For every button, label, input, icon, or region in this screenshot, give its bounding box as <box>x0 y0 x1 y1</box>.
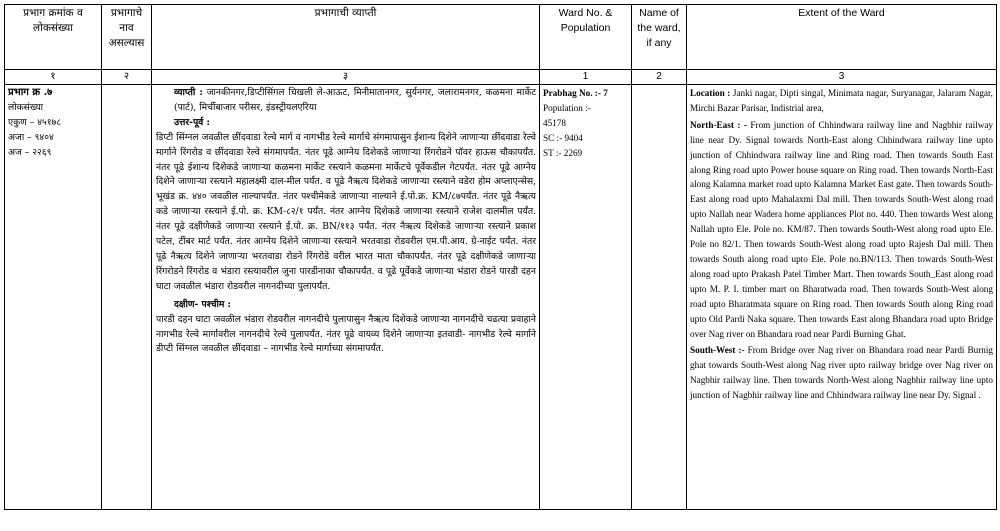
location-paragraph-en <box>690 86 993 116</box>
location-text-mr: जानकीनगर,डिप्टीसिंगल चिखली ले-आऊट, मिनीमातानगर, सुर्यनगर, जलारामनगर, कळमना मार्केट (पार्ट), मिर्चीबाजार परीसर, इंडस्ट्रीयलएरिया <box>174 87 537 113</box>
ward-name-en <box>632 85 687 510</box>
column-number: 2 <box>632 70 687 85</box>
header-ward-extent-mr: प्रभागाची व्याप्ती <box>152 5 540 70</box>
ward-extent-mr <box>152 85 540 510</box>
column-number: 1 <box>540 70 632 85</box>
column-number: 3 <box>687 70 997 85</box>
ward-row <box>5 85 997 510</box>
column-number: ३ <box>152 70 540 85</box>
header-ward-name-en: Name of the ward, if any <box>632 5 687 70</box>
south-west-paragraph-en <box>690 343 993 403</box>
location-paragraph-mr <box>174 86 536 116</box>
ward-number-population-mr <box>5 85 102 510</box>
column-number: २ <box>102 70 152 85</box>
population-sc-en: SC :- 9404 <box>543 132 583 143</box>
south-west-text-en: From Bridge over Nag river on Bhandara road near Pardi Burnig ghat towards South-West along Nag river upto railway bridge over Nag river on Nagbhir railway line. Then towards North-West along Nagbhir railway line upto junction of Nagbhir railway line and Chhindwara railway line near Dy. Signal . <box>690 345 993 401</box>
column-number: १ <box>5 70 102 85</box>
north-east-paragraph-en <box>690 118 993 342</box>
south-west-text-mr: पारडी दहन घाटा जवळील भंडारा रोडवरील नागनदीचे पुलापासुन नैऋत्य दिशेकडे जाणाऱ्या नागनदीचे चढत्या प्रवाहाने नागभीड रेल्वे मार्गावरील नागनदीचे रेल्वे पुलापर्यंत. नंतर पूढे वायव्य दिशेने जाणाऱ्या इतवाडी- नागभीड रेल्वे मार्गाने डीप्टी सिंग्नल जवळील छींदवाडा – नागभीड रेल्वे मार्गाच्या संगमापर्यंत. <box>156 313 536 355</box>
column-number-row <box>5 70 997 85</box>
population-total-en: 45178 <box>543 117 566 128</box>
location-label-en: Location : <box>690 88 731 98</box>
location-label-mr: व्याप्ती : <box>174 87 203 98</box>
header-ward-name-mr: प्रभागाचे नाव असल्यास <box>102 5 152 70</box>
header-ward-extent-en: Extent of the Ward <box>687 5 997 70</box>
north-east-text-en: From junction of Chhindwara railway line and Nagbhir railway line near Dy. Signal towards North-East along Chhindwara railway line upto junction of Chhindwara railway line and Ring road. Then towards South East along Ring road upto Power house square on Ring road. Then towards North-East along Kalamna market road upto Kalamna Market East gate. Then towards South-East along road upto Mahalaxmi Dal mill. Then towards South-West along road upto Nallah near Wadera home appliances Plot no. 440. Then towards West along Nallah upto Ele. Pole no. KM/87. Then towards South-West along road upto Ele. Pole no 82/1. Then towards South-West along road upto Rajesh Dal mill. Then towards South along road upto Ele. Pole no.BN/113. Then towards South-West along road upto Prakash Patel Timber Mart. Then towards South_East along road upto M. P. I. timber mart on Bharatwada road. Then towards South-West along road upto Bharatmata square on Ring road. Then towards South along Ring road upto Old Pardi Naka square. Then towards East along Bhandara road upto Bridge over Nag river on Bhandara road near Pardi Burning Ghat. <box>690 119 993 339</box>
population-st-en: ST :- 2269 <box>543 147 583 158</box>
south-west-label-mr: दक्षीण- पश्चीम : <box>174 298 231 310</box>
population-sc-mr: अजा – ९४०४ <box>8 131 54 143</box>
north-east-label-en: North-East : - <box>690 119 747 130</box>
ward-name-mr <box>102 85 152 510</box>
ward-title-mr: प्रभाग क्र .७ <box>8 87 53 98</box>
location-text-en: Janki nagar, Dipti singal, Minimata nagar, Suryanagar, Jalaram Nagar, Mirchi Bazar Parisar, Indistrial area, <box>690 88 993 113</box>
ward-table <box>4 4 997 510</box>
population-label-mr: लोकसंख्या <box>8 101 43 113</box>
ward-extent-document <box>4 4 996 526</box>
header-ward-number-population-mr: प्रभाग क्रमांक व लोकसंख्या <box>5 5 102 70</box>
north-east-label-mr: उत्तर-पूर्व : <box>174 116 210 128</box>
population-label-en: Population :- <box>543 102 591 113</box>
header-ward-number-population-en: Ward No. & Population <box>540 5 632 70</box>
ward-number-population-en <box>540 85 632 510</box>
north-east-text-mr: डिप्टी सिंग्नल जवळील छींदवाडा रेल्वे मार्ग व नागभीड रेल्वे मार्गाचे संगमापासुन ईशान्य दिशेने जाणाऱ्या छींदवाडा रेल्वे मार्गाने रिंगरोड व छींदवाडा रेल्वे संगमापर्यंत. नंतर पूढे आग्नेय दिशेकडे जाणाऱ्या रिंगरोडने पॉवर हाऊस चौकापर्यंत. नंतर पूढे ईशान्य दिशेकडे जाणाऱ्या कळमना मार्केट रस्त्याने कळमना मार्केटचे पूर्वेकडील गेटपर्यंत. नंतर पूढे आग्नेय दिशेने जाणाऱ्या रस्त्याने महालक्ष्मी दाल-मील पर्यंत. व पूढे नैऋत्य दिशेकडे जाणाऱ्या रस्त्याने वडेरा होम अप्लाएन्सेस, भूखंड क्र. ४४० जवळील नाल्यापर्यंत. नंतर पश्चीमेकडे जाणाऱ्या नाल्याने ई.पो.क्र. KM/८७पर्यंत. नंतर पूढे नैऋत्य कडे जाणाऱ्या रस्त्याने ई.पो. क्र. KM-८२/१ पर्यंत. नंतर आग्नेय दिशेकडे जाणाऱ्या रस्त्याने राजेश दालमील पर्यंत. नंतर पूढे दक्षीणेकडे जाणाऱ्या रस्त्याने ई.पो. क्र. BN/११३ पर्यंत. नंतर नैऋत्य दिशेकडे जाणाऱ्या रस्त्याने प्रकाश पटेल, टींबर मार्ट पर्यंत. नंतर आग्नेय दिशेने जाणाऱ्या रस्त्याने भरतवाडा रोडवरील एम.पी.आय. ग्रे-नाईट पर्यंत. नंतर पूढे नैऋत्य दिशेने जाणाऱ्या भरतवाडा रोडने रिंगरोडे वरील भारत माता चौकापर्यंत. नंतर पूढे दक्षीणेकडे जाणाऱ्या रिंगरोडने रिंगरोड व भंडारा रस्त्यावरील जुना पारडीनाका चौकापर्यंत. व पूढे पूर्वेकडे जाणाऱ्या भंडारा रोडने पारडी दहन घाटा जवळील भंडारा रोडवरील नागनदीच्या पुलापर्यंत. <box>156 131 536 292</box>
population-total-mr: एकुण – ४५१७८ <box>8 116 62 128</box>
header-row <box>5 5 997 70</box>
south-west-label-en: South-West :- <box>690 345 745 356</box>
population-st-mr: अज – २२६९ <box>8 146 52 158</box>
ward-extent-en <box>687 85 997 510</box>
ward-title-en: Prabhag No. :- 7 <box>543 88 608 98</box>
